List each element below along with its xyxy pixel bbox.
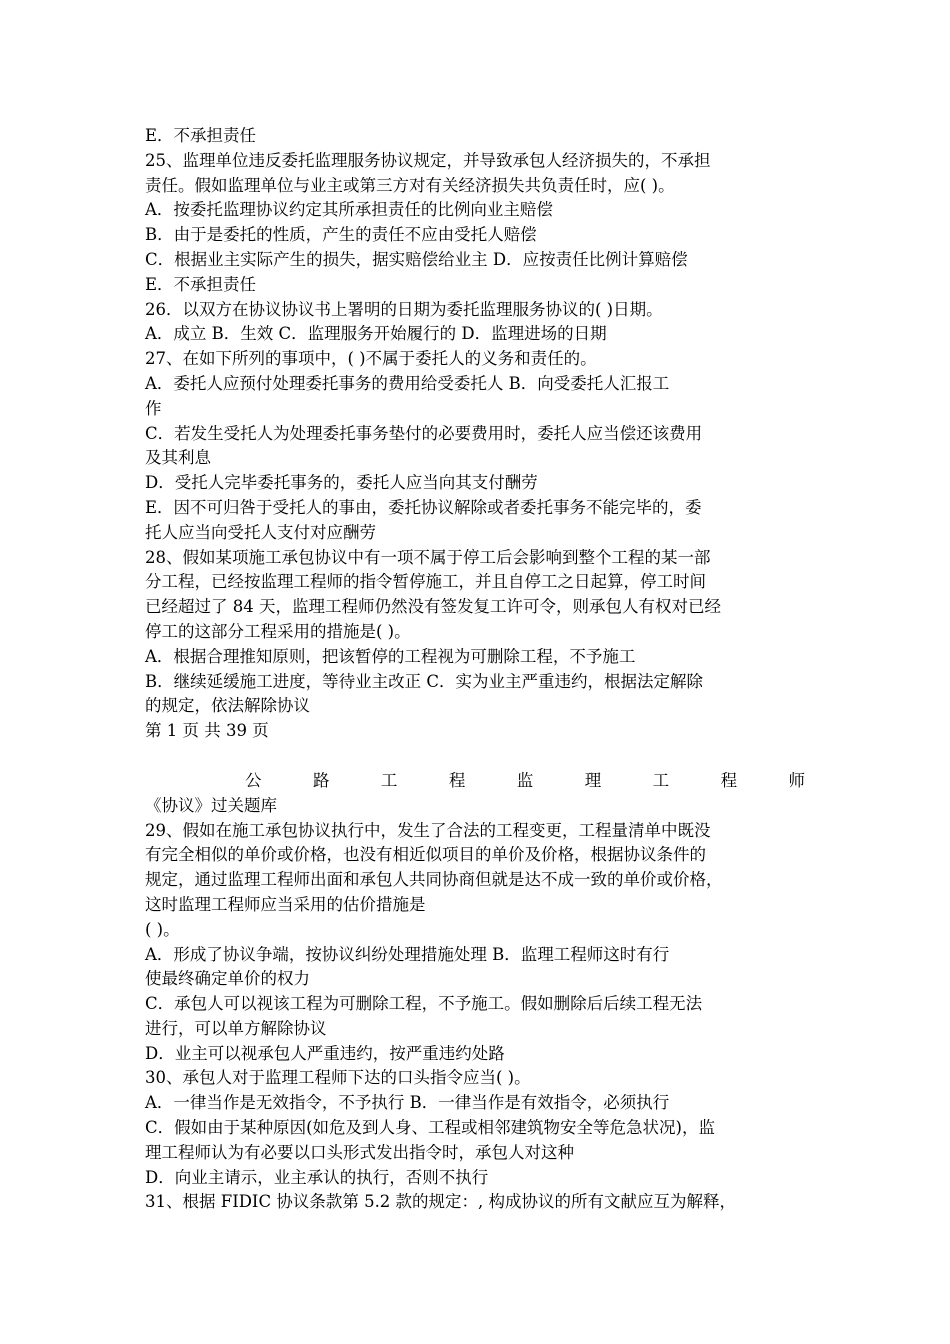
document-page <box>145 124 815 1215</box>
text-line: A．根据合理推知原则，把该暂停的工程视为可删除工程，不予施工 <box>145 646 636 666</box>
text-line: 的规定，依法解除协议 <box>145 696 310 716</box>
text-line: 停工的这部分工程采用的措施是( )。 <box>145 621 411 641</box>
text-line: B．继续延缓施工进度，等待业主改正 C．实为业主严重违约，根据法定解除 <box>145 671 703 691</box>
title-char: 公 <box>245 770 262 790</box>
text-line: 30、承包人对于监理工程师下达的口头指令应当( )。 <box>145 1068 531 1088</box>
title-char: 理 <box>584 770 602 790</box>
text-line: 规定，通过监理工程师出面和承包人共同协商但就是达不成一致的单价或价格， <box>145 870 723 890</box>
text-line: 《协议》过关题库 <box>145 795 277 815</box>
text-line: E．因不可归咎于受托人的事由，委托协议解除或者委托事务不能完毕的，委 <box>145 497 702 517</box>
text-line: 27、在如下所列的事项中，( )不属于委托人的义务和责任的。 <box>145 349 597 369</box>
text-line: 这时监理工程师应当采用的估价措施是 <box>145 894 426 914</box>
text-line: 责任。假如监理单位与业主或第三方对有关经济损失共负责任时，应( )。 <box>145 175 675 195</box>
page-gap <box>145 744 815 769</box>
text-line: 理工程师认为有必要以口头形式发出指令时，承包人对这种 <box>145 1142 574 1162</box>
text-line: C．若发生受托人为处理委托事务垫付的必要费用时，委托人应当偿还该费用 <box>145 423 703 443</box>
text-line: A．委托人应预付处理委托事务的费用给受委托人 B．向受委托人汇报工 <box>145 373 670 393</box>
text-line: 29、假如在施工承包协议执行中，发生了合法的工程变更，工程量清单中既没 <box>145 820 711 840</box>
title-char: 程 <box>448 770 466 790</box>
text-line: 分工程，已经按监理工程师的指令暂停施工，并且自停工之日起算，停工时间 <box>145 572 706 592</box>
text-line: 进行，可以单方解除协议 <box>145 1018 327 1038</box>
title-char: 路 <box>312 770 330 790</box>
text-line: A．形成了协议争端，按协议纠纷处理措施处理 B．监理工程师这时有行 <box>145 944 670 964</box>
text-line: 26．以双方在协议协议书上署明的日期为委托监理服务协议的( )日期。 <box>145 299 663 319</box>
title-char: 师 <box>788 770 805 790</box>
text-line: A．成立 B．生效 C．监理服务开始履行的 D．监理进场的日期 <box>145 324 607 344</box>
text-line: C．根据业主实际产生的损失，据实赔偿给业主 D．应按责任比例计算赔偿 <box>145 249 688 269</box>
text-line: 第 1 页 共 39 页 <box>145 721 269 741</box>
text-line: 31、根据 FIDIC 协议条款第 5.2 款的规定：, 构成协议的所有文献应互为解释， <box>145 1192 737 1212</box>
text-line: E．不承担责任 <box>145 126 257 145</box>
text-block-page-2 <box>145 794 815 1216</box>
text-line: ( )。 <box>145 919 180 939</box>
text-block-page-1 <box>145 124 815 744</box>
text-line: 托人应当向受托人支付对应酬劳 <box>145 522 376 542</box>
title-char: 工 <box>652 770 670 790</box>
title-char: 监 <box>516 770 534 790</box>
text-line: 有完全相似的单价或价格，也没有相近似项目的单价及价格，根据协议条件的 <box>145 845 706 865</box>
text-line: A．一律当作是无效指令，不予执行 B．一律当作是有效指令，必须执行 <box>145 1093 670 1113</box>
title-char: 程 <box>720 770 738 790</box>
text-line: 及其利息 <box>145 448 211 468</box>
text-line: D．受托人完毕委托事务的，委托人应当向其支付酬劳 <box>145 473 538 493</box>
text-line: 25、监理单位违反委托监理服务协议规定，并导致承包人经济损失的，不承担 <box>145 150 711 170</box>
text-line: E．不承担责任 <box>145 274 257 294</box>
section-title <box>145 769 805 794</box>
text-line: D．向业主请示，业主承认的执行，否则不执行 <box>145 1167 489 1187</box>
text-line: D．业主可以视承包人严重违约，按严重违约处路 <box>145 1043 505 1063</box>
text-line: 使最终确定单价的权力 <box>145 969 310 989</box>
text-line: 作 <box>145 398 162 418</box>
text-line: C．承包人可以视该工程为可删除工程，不予施工。假如删除后后续工程无法 <box>145 994 703 1014</box>
text-line: B．由于是委托的性质，产生的责任不应由受托人赔偿 <box>145 225 537 245</box>
text-line: 已经超过了 84 天，监理工程师仍然没有签发复工许可令，则承包人有权对已经 <box>145 597 721 617</box>
text-line: 28、假如某项施工承包协议中有一项不属于停工后会影响到整个工程的某一部 <box>145 547 711 567</box>
title-char: 工 <box>380 770 398 790</box>
text-line: C．假如由于某种原因(如危及到人身、工程或相邻建筑物安全等危急状况)，监 <box>145 1118 715 1138</box>
text-line: A．按委托监理协议约定其所承担责任的比例向业主赔偿 <box>145 200 553 220</box>
